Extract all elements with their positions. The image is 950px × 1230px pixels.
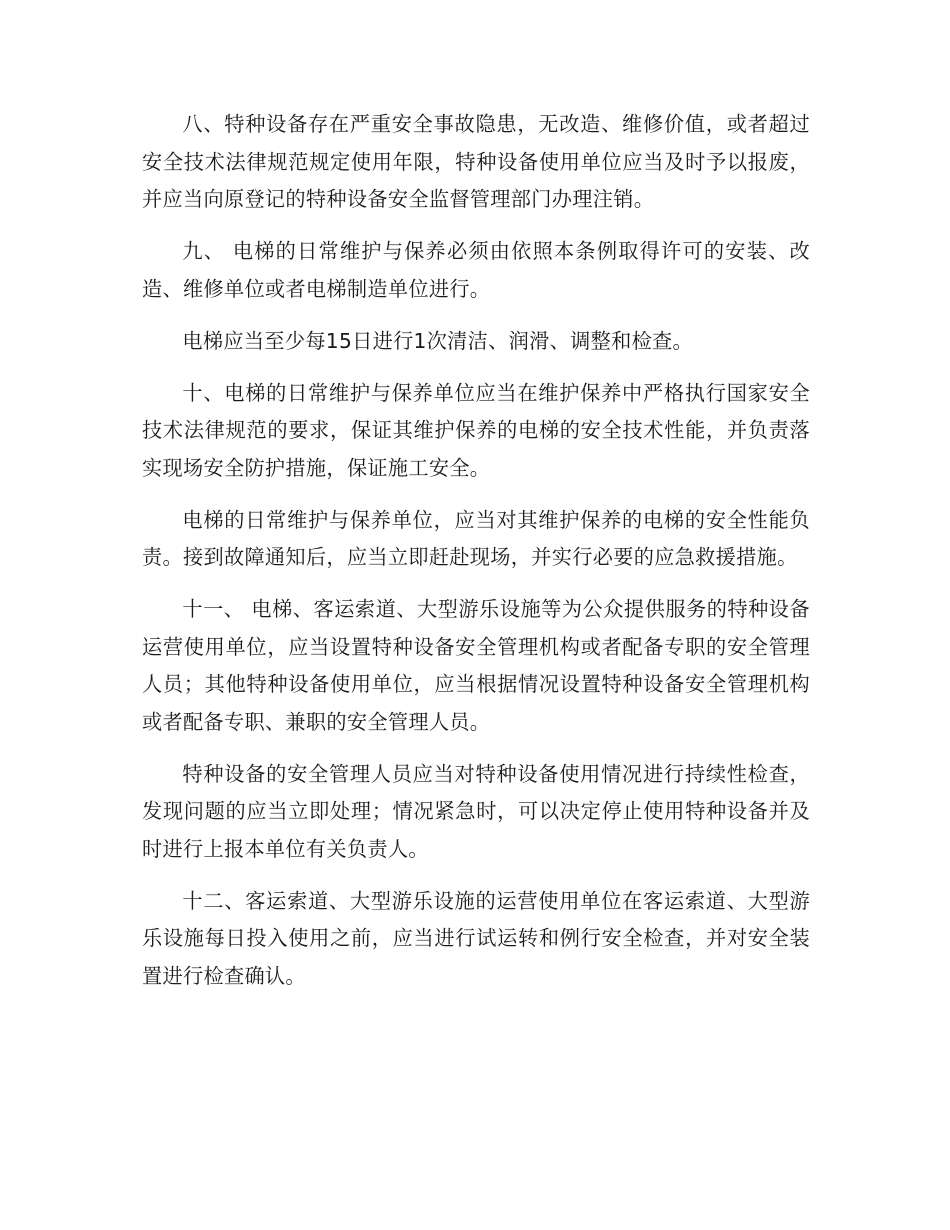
paragraph-article-12: 十二、客运索道、大型游乐设施的运营使用单位在客运索道、大型游乐设施每日投入使用之前，应当进行试运转和例行安全检查，并对安全装置进行检查确认。 [142, 888, 810, 988]
document-page [142, 106, 810, 1010]
paragraph-article-9-maintenance-interval: 电梯应当至少每15日进行1次清洁、润滑、调整和检查。 [182, 328, 694, 353]
paragraph-article-10: 十、电梯的日常维护与保养单位应当在维护保养中严格执行国家安全技术法律规范的要求，保证其维护保养的电梯的安全技术性能，并负责落实现场安全防护措施，保证施工安全。 [142, 380, 810, 480]
paragraph-article-10-responsibility: 电梯的日常维护与保养单位，应当对其维护保养的电梯的安全性能负责。接到故障通知后，应当立即赶赴现场，并实行必要的应急救援措施。 [142, 507, 810, 569]
paragraph-article-8: 八、特种设备存在严重安全事故隐患，无改造、维修价值，或者超过安全技术法律规范规定使用年限，特种设备使用单位应当及时予以报废，并应当向原登记的特种设备安全监督管理部门办理注销。 [142, 112, 810, 211]
paragraph-article-9: 九、 电梯的日常维护与保养必须由依照本条例取得许可的安装、改造、维修单位或者电梯制造单位进行。 [142, 239, 810, 301]
paragraph-article-11-inspection: 特种设备的安全管理人员应当对特种设备使用情况进行持续性检查，发现问题的应当立即处理；情况紧急时，可以决定停止使用特种设备并及时进行上报本单位有关负责人。 [142, 761, 810, 861]
paragraph-article-11: 十一、 电梯、客运索道、大型游乐设施等为公众提供服务的特种设备运营使用单位，应当设置特种设备安全管理机构或者配备专职的安全管理人员；其他特种设备使用单位，应当根据情况设置特种设备安全管理机构或者配备专职、兼职的安全管理人员。 [142, 597, 810, 734]
